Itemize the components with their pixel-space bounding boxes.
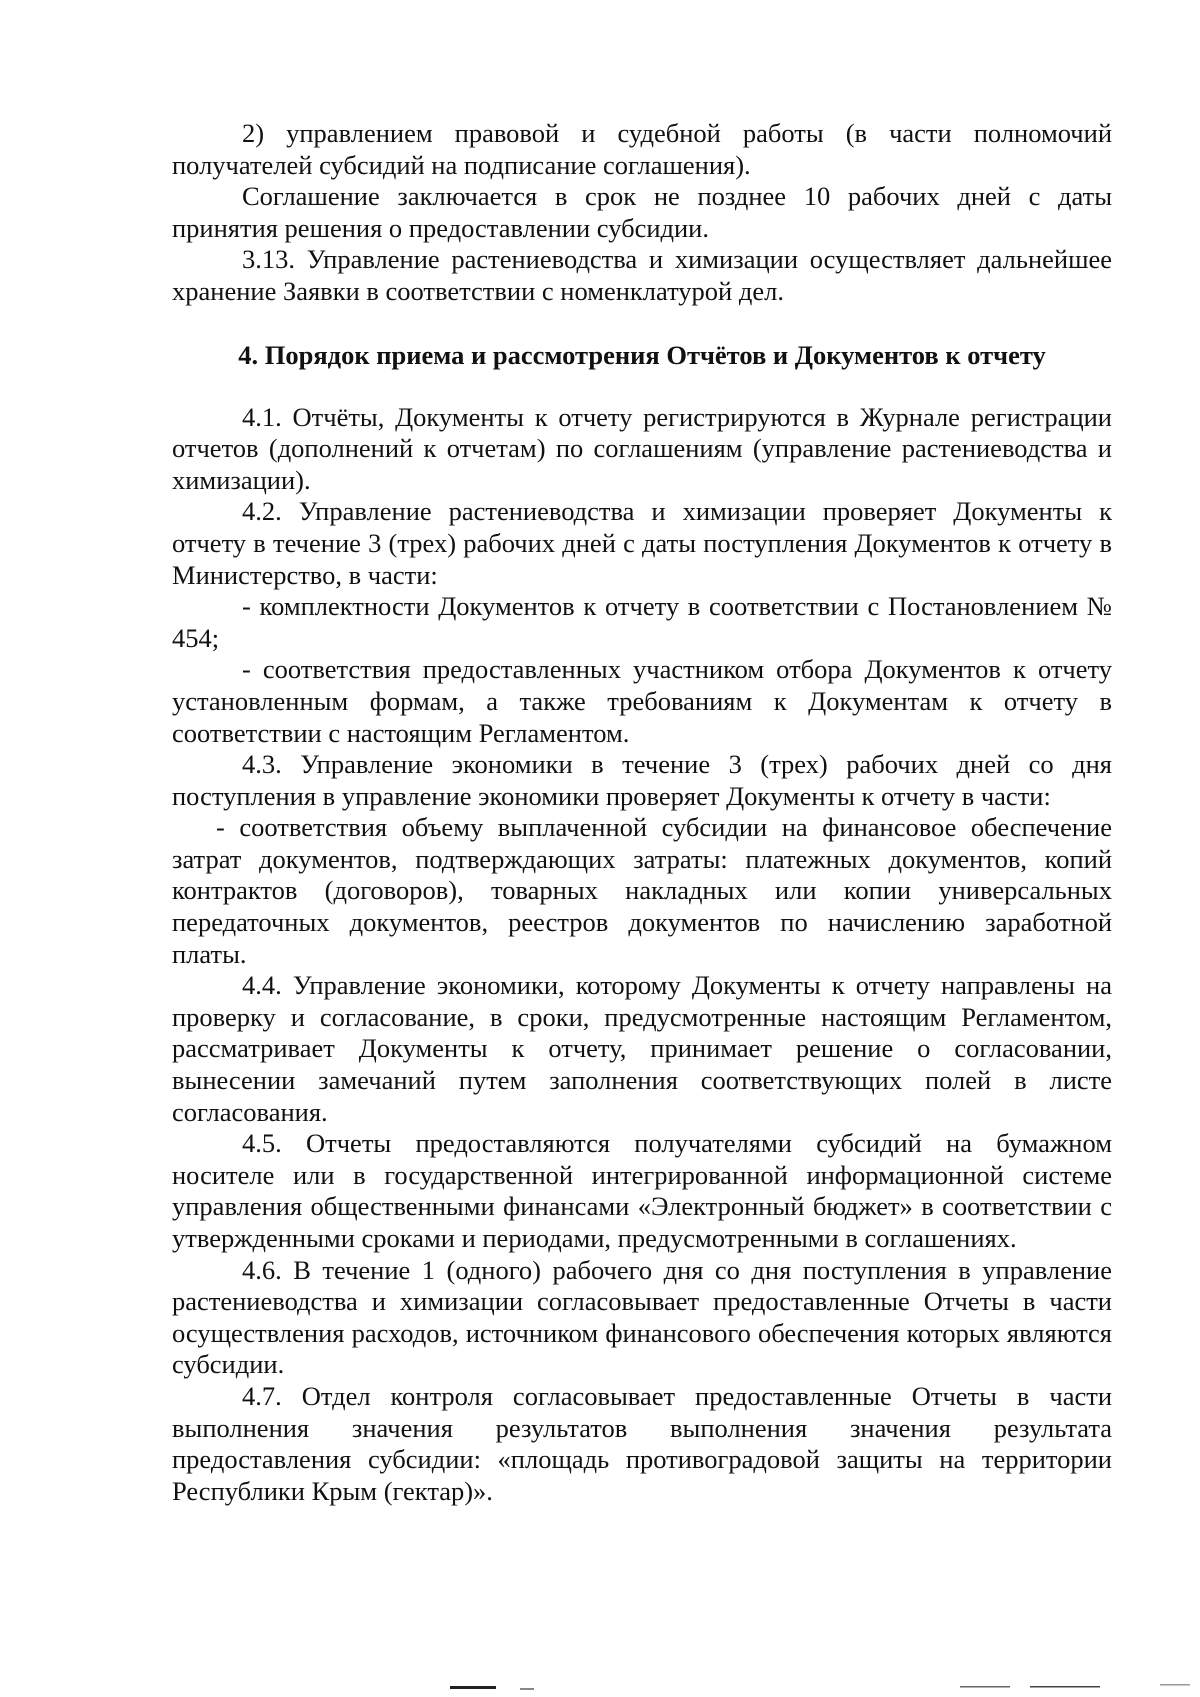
scan-artifact-mark [1030, 1686, 1100, 1688]
scan-artifact-mark [960, 1686, 1010, 1688]
paragraph-item-2: 2) управлением правовой и судебной работы (в части полномочий получателей субсидий на подписание соглашения). [172, 118, 1112, 180]
paragraph-agreement-term: Соглашение заключается в срок не позднее 10 рабочих дней с даты принятия решения о предоставлении субсидии. [172, 181, 1112, 243]
paragraph-4-5: 4.5. Отчеты предоставляются получателями субсидий на бумажном носителе или в государственной интегрированной информационной системе управления общественными финансами «Электронный бюджет» в соответствии с утвержденными сроками и периодами, предусмотренными в соглашениях. [172, 1128, 1112, 1253]
scan-artifacts [0, 1660, 1200, 1697]
scan-artifact-mark [520, 1688, 534, 1690]
scan-artifact-mark [450, 1686, 496, 1689]
paragraph-dash-conformity: - соответствия предоставленных участником отбора Документов к отчету установленным формам, а также требованиям к Документам к отчету в соответствии с настоящим Регламентом. [172, 654, 1112, 748]
document-body [172, 118, 1112, 1507]
paragraph-dash-subsidy-volume: - соответствия объему выплаченной субсидии на финансовое обеспечение затрат документов, подтверждающих затраты: платежных документов, копий контрактов (договоров), товарных накладных или копии универсальных передаточных документов, реестров документов по начислению заработной платы. [172, 812, 1112, 969]
scan-artifact-mark [1160, 1684, 1190, 1686]
paragraph-4-4: 4.4. Управление экономики, которому Документы к отчету направлены на проверку и согласование, в сроки, предусмотренные настоящим Регламентом, рассматривает Документы к отчету, принимает решение о согласовании, вынесении замечаний путем заполнения соответствующих полей в листе согласования. [172, 970, 1112, 1127]
paragraph-3-13: 3.13. Управление растениеводства и химизации осуществляет дальнейшее хранение Заявки в соответствии с номенклатурой дел. [172, 244, 1112, 306]
paragraph-4-7: 4.7. Отдел контроля согласовывает предоставленные Отчеты в части выполнения значения результатов выполнения значения результата предоставления субсидии: «площадь противоградовой защиты на территории Республики Крым (гектар)». [172, 1380, 1112, 1506]
paragraph-4-1: 4.1. Отчёты, Документы к отчету регистрируются в Журнале регистрации отчетов (дополнений к отчетам) по соглашениям (управление растениеводства и химизации). [172, 401, 1112, 495]
paragraph-4-2: 4.2. Управление растениеводства и химизации проверяет Документы к отчету в течение 3 (трех) рабочих дней с даты поступления Документов к отчету в Министерство, в части: [172, 496, 1112, 590]
paragraph-4-3: 4.3. Управление экономики в течение 3 (трех) рабочих дней со дня поступления в управление экономики проверяет Документы к отчету в части: [172, 749, 1112, 811]
section-heading: 4. Порядок приема и рассмотрения Отчётов и Документов к отчету [238, 339, 1046, 370]
paragraph-dash-completeness: - комплектности Документов к отчету в соответствии с Постановлением № 454; [172, 591, 1112, 653]
paragraph-4-6: 4.6. В течение 1 (одного) рабочего дня со дня поступления в управление растениеводства и химизации согласовывает предоставленные Отчеты в части осуществления расходов, источником финансового обеспечения которых являются субсидии. [172, 1254, 1112, 1380]
